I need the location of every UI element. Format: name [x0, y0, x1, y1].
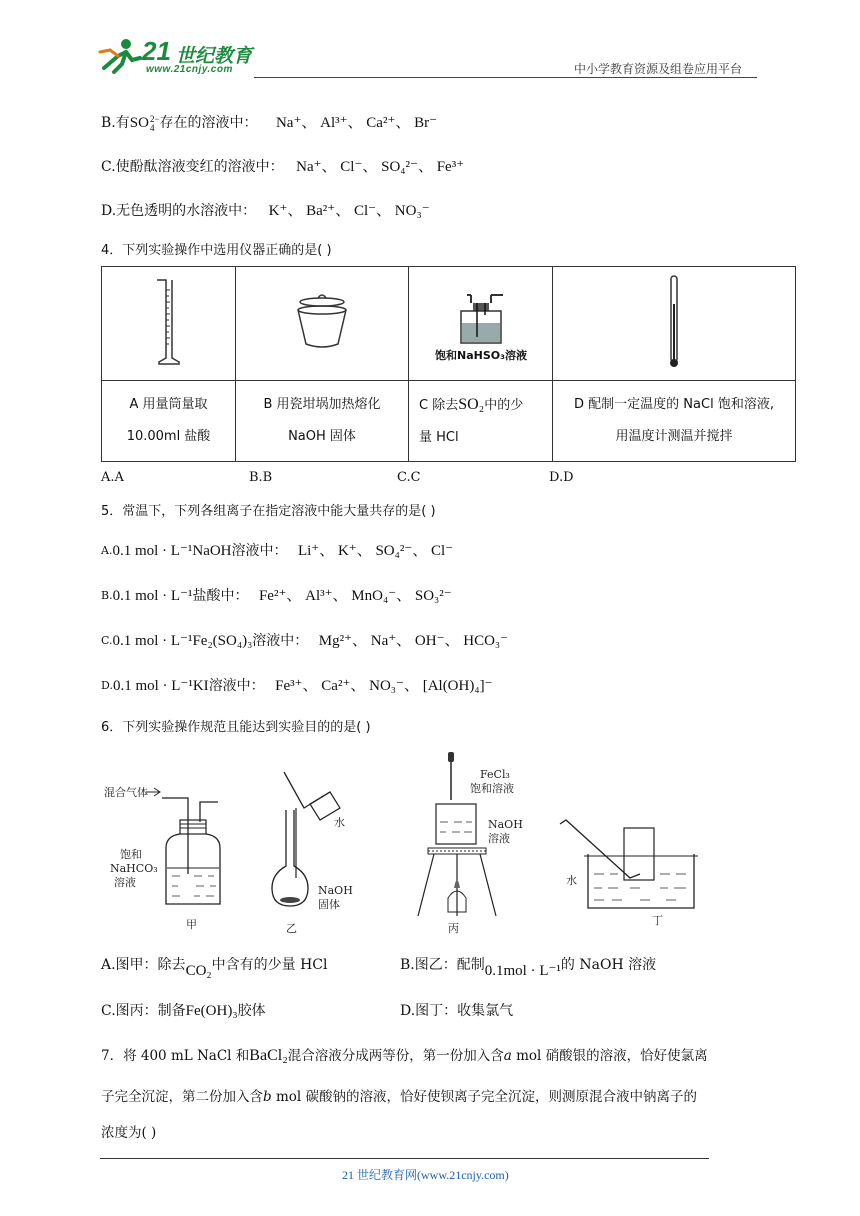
logo-text: 世纪教育	[176, 45, 253, 67]
q5-a-label: A.	[101, 544, 113, 557]
q4-option-c: C.C	[397, 470, 421, 485]
q5-a-mid: 溶液中：	[231, 543, 288, 559]
q7-line-2	[101, 1087, 697, 1107]
q3-c-prefix: C.使酚酞溶液变红的溶液中：	[101, 159, 284, 175]
q4-cell-b-image	[236, 267, 409, 381]
q7-l1-end: mol 硝酸银的溶液，恰好使氯离	[511, 1048, 708, 1064]
q3-b-ions: Na⁺、 Al³⁺、 Ca²⁺、 Br⁻	[275, 115, 438, 131]
q3-option-b	[101, 113, 437, 133]
crucible-icon	[292, 292, 352, 352]
thermometer-icon	[667, 274, 681, 370]
q7-l2-pre: 子完全沉淀，第二份加入含	[101, 1089, 263, 1105]
q7-line-1	[101, 1046, 708, 1066]
header-rule	[254, 77, 757, 78]
q4-cell-b-text	[236, 381, 409, 462]
diagram-bing	[418, 752, 523, 935]
q7-l1-post: 混合溶液分成两等份，第一份加入含	[287, 1048, 504, 1064]
q5-d-formula: 0.1 mol · L⁻¹KI	[112, 678, 209, 694]
diagram-ding	[560, 820, 698, 927]
logo-url: www.21cnjy.com	[146, 64, 233, 75]
q5-c-label: C.	[101, 634, 113, 647]
q5-d-mid: 溶液中：	[208, 678, 265, 694]
q4-cell-a-text	[102, 381, 236, 462]
jia-gas-label: 混合气体	[104, 786, 148, 799]
graduated-cylinder-icon	[154, 276, 184, 368]
yi-caption: 乙	[286, 922, 297, 935]
q5-d-label: D.	[101, 679, 113, 692]
q4-d-line1: D 配制一定温度的 NaCl 饱和溶液,	[574, 397, 774, 412]
q7-var-b: b	[263, 1089, 272, 1105]
q3-d-ions: K⁺、 Ba²⁺、 Cl⁻、 NO₃⁻	[268, 203, 430, 219]
q5-c-mid: 溶液中：	[252, 633, 309, 649]
q3-b-prefix: B.有	[101, 115, 130, 131]
q5-option-b	[101, 586, 452, 606]
diagram-yi	[272, 772, 353, 935]
q3-option-c	[101, 157, 464, 177]
q3-c-ions: Na⁺、 Cl⁻、 SO₄²⁻、 Fe³⁺	[296, 159, 465, 175]
q4-c-line1	[419, 389, 552, 422]
q5-b-mid: 盐酸中：	[192, 588, 249, 604]
q6-b-formula: 0.1mol · L⁻¹	[484, 963, 561, 979]
q3-b-formula	[130, 115, 160, 131]
q3-b-sub: 4	[149, 122, 155, 133]
jia-label-1: 饱和	[120, 848, 142, 861]
q3-b-sup: 2−	[149, 113, 160, 124]
q6-option-b	[400, 955, 657, 979]
q7-l2-post: mol 碳酸钠的溶液，恰好使钡离子完全沉淀，则测原混合液中钠离子的	[271, 1089, 697, 1105]
jia-label-2: NaHCO₃	[110, 862, 158, 875]
q5-a-formula: 0.1 mol · L⁻¹NaOH	[112, 543, 232, 559]
q6-option-a	[101, 955, 328, 979]
q3-option-d	[101, 201, 430, 221]
yi-water-label: 水	[334, 816, 345, 829]
q5-c-formula: 0.1 mol · L⁻¹Fe₂(SO₄)₃	[112, 633, 253, 649]
q5-c-ions: Mg²⁺、 Na⁺、 OH⁻、 HCO₃⁻	[318, 633, 509, 649]
jia-label-3: 溶液	[114, 876, 136, 889]
q4-c-line2: 量 HCl	[419, 429, 459, 445]
q6-option-c	[101, 1001, 266, 1021]
jia-caption: 甲	[186, 918, 197, 931]
site-tagline: 中小学教育资源及组卷应用平台	[574, 62, 743, 76]
q5-a-ions: Li⁺、 K⁺、 SO₄²⁻、 Cl⁻	[297, 543, 454, 559]
q4-a-line2: 10.00ml 盐酸	[126, 429, 211, 444]
bing-label-1: FeCl₃	[480, 768, 510, 781]
q5-b-ions: Fe²⁺、 Al³⁺、 MnO₄⁻、 SO₃²⁻	[258, 588, 452, 604]
q3-b-ion: SO	[129, 115, 149, 131]
bing-label-3: NaOH	[488, 818, 523, 831]
q5-b-formula: 0.1 mol · L⁻¹	[112, 588, 193, 604]
q6-stem: 6．下列实验操作规范且能达到实验目的的是( )	[101, 720, 371, 735]
yi-label-2: 固体	[318, 898, 340, 911]
q5-option-c	[101, 631, 508, 651]
q3-b-suffix: 存在的溶液中：	[159, 115, 258, 131]
q4-a-line1: A 用量筒量取	[129, 397, 208, 412]
q4-option-b: B.B	[249, 470, 273, 485]
q5-b-label: B.	[101, 589, 113, 602]
q6-a-post: 中含有的少量 HCl	[211, 957, 328, 973]
q6-d-text: D.图丁：收集氯气	[400, 1003, 514, 1019]
q5-d-ions: Fe³⁺、 Ca²⁺、 NO₃⁻、 [Al(OH)₄]⁻	[275, 678, 493, 694]
q7-l1-pre: 7．将 400 mL NaCl 和	[101, 1048, 250, 1064]
footer-rule	[100, 1158, 709, 1159]
q6-a-pre: A.图甲：除去	[101, 957, 186, 973]
runner-logo-icon	[96, 38, 142, 74]
logo-number: 21	[142, 36, 171, 66]
ding-caption: 丁	[652, 914, 663, 927]
q7-line-3: 浓度为( )	[101, 1125, 157, 1141]
q4-stem: 4．下列实验操作中选用仪器正确的是( )	[101, 243, 332, 258]
q6-c-post: 胶体	[237, 1003, 266, 1019]
q6-option-d	[400, 1001, 513, 1021]
q4-table	[101, 266, 796, 462]
q4-cell-d-text	[553, 381, 796, 462]
q6-b-pre: B.图乙：配制	[400, 957, 485, 973]
q4-option-a: A.A	[101, 470, 124, 485]
ding-water-label: 水	[566, 874, 577, 887]
bing-caption: 丙	[448, 922, 459, 935]
q4-cell-a-image	[102, 267, 236, 381]
q6-a-formula: CO₂	[185, 963, 212, 979]
q5-option-a	[101, 541, 453, 561]
q6-b-post: 的 NaOH 溶液	[560, 957, 657, 973]
q4-c-formula: SO₂	[458, 395, 485, 413]
q4-cell-c-image	[409, 267, 553, 381]
bing-label-4: 溶液	[488, 832, 510, 845]
bing-label-2: 饱和溶液	[470, 782, 514, 795]
q4-c-end: 中的少	[484, 397, 524, 413]
q6-c-formula: Fe(OH)₃	[185, 1003, 238, 1019]
q5-stem: 5．常温下，下列各组离子在指定溶液中能大量共存的是( )	[101, 504, 436, 519]
q6-c-pre: C.图丙：制备	[101, 1003, 186, 1019]
q7-l1-formula: BaCl₂	[249, 1047, 288, 1064]
q6-apparatus-diagram	[100, 748, 710, 938]
q4-c-prefix: C 除去	[419, 397, 459, 413]
yi-label-1: NaOH	[318, 884, 353, 897]
q4-b-line2: NaOH 固体	[288, 429, 356, 444]
q4-cell-c-text	[409, 381, 553, 462]
q4-c-solution-label: 饱和NaHSO₃溶液	[434, 348, 527, 362]
q4-d-line2: 用温度计测温并搅拌	[615, 429, 733, 444]
footer-text: 21 世纪教育网(www.21cnjy.com)	[342, 1168, 509, 1182]
q4-option-d: D.D	[549, 470, 574, 485]
q4-b-line1: B 用瓷坩埚加热熔化	[263, 397, 381, 412]
diagram-jia	[104, 785, 220, 931]
gas-washing-bottle-icon	[433, 289, 529, 363]
q7-var-a: a	[503, 1048, 512, 1064]
header	[0, 0, 860, 80]
q3-d-prefix: D.无色透明的水溶液中：	[101, 203, 257, 219]
q5-option-d	[101, 676, 493, 696]
q4-cell-d-image	[553, 267, 796, 381]
